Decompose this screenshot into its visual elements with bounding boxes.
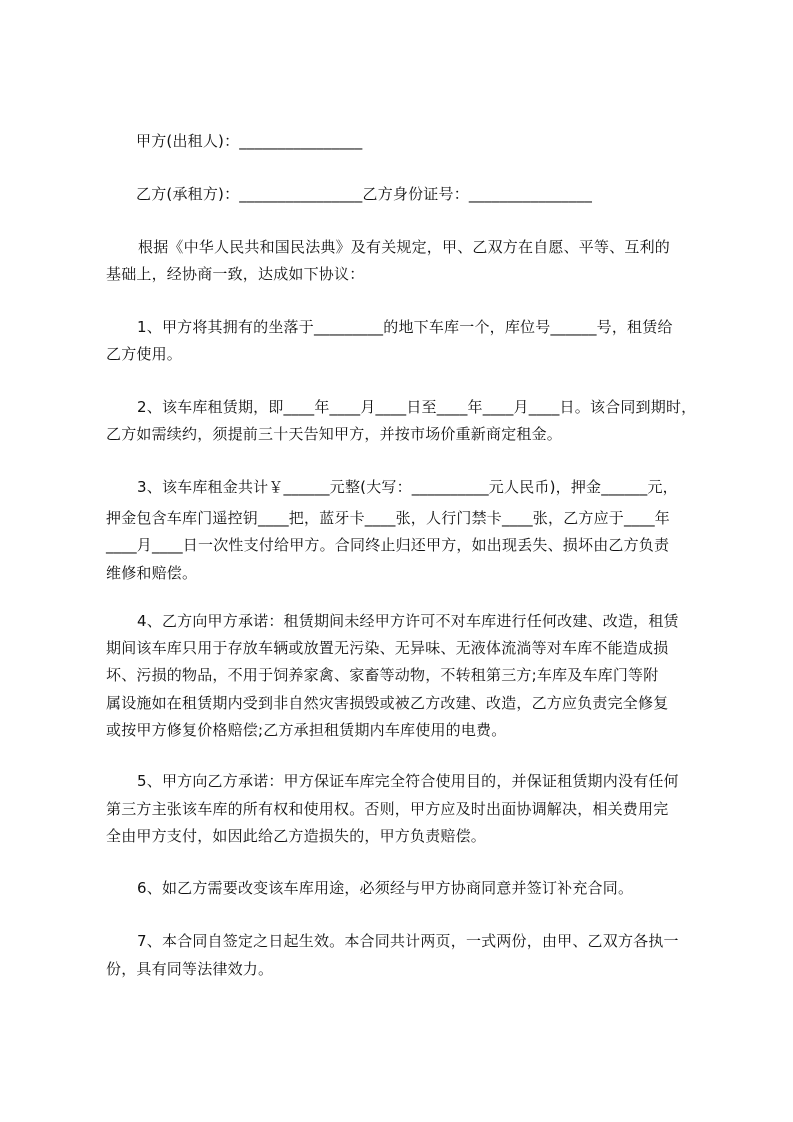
clause1-line-1: 1、甲方将其拥有的坐落于_________的地下车库一个，库位号______号，租赁给 bbox=[137, 318, 673, 336]
clause5-line-1: 5、甲方向乙方承诺：甲方保证车库完全符合使用目的，并保证租赁期内没有任何 bbox=[137, 772, 679, 790]
clause6-line-1: 6、如乙方需要改变该车库用途，必须经与甲方协商同意并签订补充合同。 bbox=[137, 879, 634, 897]
clause7-line-2: 份，具有同等法律效力。 bbox=[106, 960, 274, 978]
clause5-line-3: 全由甲方支付，如因此给乙方造损失的，甲方负责赔偿。 bbox=[106, 827, 487, 845]
party-b-line: 乙方(承租方)：________________乙方身份证号：________________ bbox=[136, 185, 593, 203]
clause1-line-2: 乙方使用。 bbox=[106, 345, 183, 363]
clause5-line-2: 第三方主张该车库的所有权和使用权。否则，甲方应及时出面协调解决，相关费用完 bbox=[106, 800, 669, 818]
clause2-line-1: 2、该车库租赁期，即____年____月____日至____年____月____日。该合同到期时， bbox=[137, 398, 697, 416]
party-a-line: 甲方(出租人)：________________ bbox=[136, 132, 363, 150]
clause7-line-1: 7、本合同自签定之日起生效。本合同共计两页，一式两份，由甲、乙双方各执一 bbox=[137, 932, 679, 950]
clause4-line-1: 4、乙方向甲方承诺：租赁期间未经甲方许可不对车库进行任何改建、改造，租赁 bbox=[137, 612, 679, 630]
clause4-line-2: 期间该车库只用于存放车辆或放置无污染、无异味、无液体流淌等对车库不能造成损 bbox=[106, 639, 669, 657]
clause4-line-5: 或按甲方修复价格赔偿;乙方承担租赁期内车库使用的电费。 bbox=[106, 721, 507, 739]
clause2-line-2: 乙方如需续约，须提前三十天告知甲方，并按市场价重新商定租金。 bbox=[106, 425, 563, 443]
clause3-line-3: ____月____日一次性支付给甲方。合同终止归还甲方，如出现丢失、损坏由乙方负责 bbox=[106, 536, 670, 554]
clause4-line-3: 坏、污损的物品，不用于饲养家禽、家畜等动物，不转租第三方;车库及车库门等附 bbox=[106, 666, 659, 684]
clause3-line-2: 押金包含车库门遥控钥____把，蓝牙卡____张，人行门禁卡____张，乙方应于____年 bbox=[106, 509, 671, 527]
intro-line-1: 根据《中华人民共和国民法典》及有关规定，甲、乙双方在自愿、平等、互利的 bbox=[138, 238, 671, 256]
clause3-line-1: 3、该车库租金共计￥______元整(大写：__________元人民币)，押金______元， bbox=[137, 478, 678, 496]
clause3-line-4: 维修和赔偿。 bbox=[106, 564, 198, 582]
intro-line-2: 基础上，经协商一致，达成如下协议： bbox=[106, 265, 365, 283]
clause4-line-4: 属设施如在租赁期内受到非自然灾害损毁或被乙方改建、改造，乙方应负责完全修复 bbox=[106, 694, 669, 712]
